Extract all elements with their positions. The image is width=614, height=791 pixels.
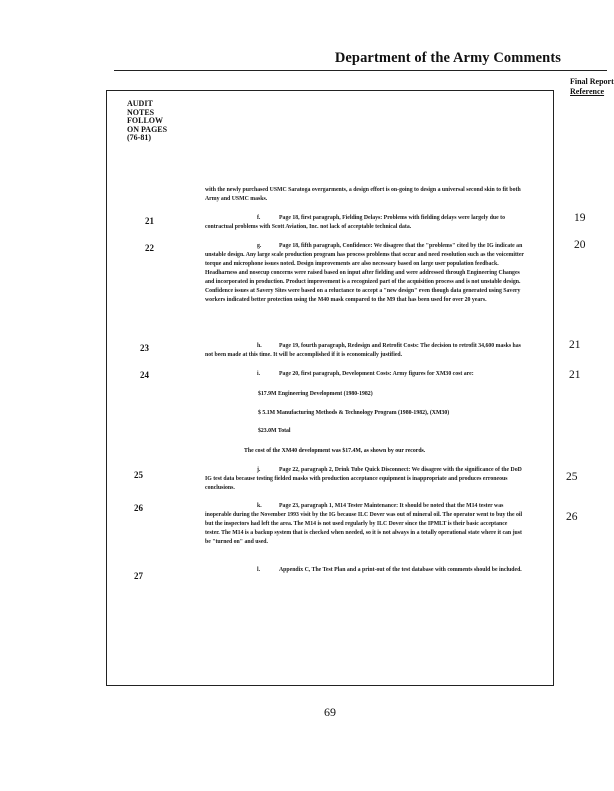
- item-text: Page 22, paragraph 2, Drink Tube Quick Disconnect: We disagree with the significance of the DoD IG test data because testing fielded masks with production acceptance equipment is inappropriate and produces erroneous conclusions.: [205, 467, 522, 491]
- item-label: i.: [257, 371, 261, 377]
- intro-paragraph: with the newly purchased USMC Saratoga overgarments, a design effort is on-going to design a universal second skin to fit both Army and USMC masks.: [205, 187, 521, 202]
- final-report-ref-number: 26: [566, 511, 578, 523]
- item-label: f.: [257, 215, 261, 221]
- comment-item-i: [205, 370, 525, 379]
- item-label: j.: [257, 467, 261, 473]
- audit-note-number: 26: [134, 503, 143, 513]
- page-header-title: Department of the Army Comments: [334, 50, 561, 66]
- page-number: 69: [324, 705, 336, 719]
- item-label: g.: [257, 243, 262, 249]
- final-report-reference-header: [570, 77, 614, 97]
- audit-note-line: AUDIT: [127, 99, 153, 108]
- cost-line-manufacturing: $ 5.1M Manufacturing Methods & Technology Program (1980-1982), (XM30): [258, 410, 450, 416]
- cost-note: The cost of the XM40 development was $17.4M, as shown by our records.: [244, 448, 426, 454]
- comment-item-f: [205, 214, 525, 232]
- final-report-ref-number: 20: [574, 239, 586, 251]
- final-report-ref-number: 21: [569, 339, 581, 351]
- item-label: l.: [257, 567, 261, 573]
- audit-notes-label: [127, 100, 167, 143]
- item-text: Page 19, fourth paragraph, Redesign and Retrofit Costs: The decision to retrofit 34,600 masks has not been made at this time. It will be accomplished if it is economically justified.: [205, 343, 521, 358]
- comment-item-k: [205, 502, 523, 547]
- final-report-ref-number: 21: [569, 369, 581, 381]
- item-text: Page 23, paragraph 1, M14 Tester Maintenance: It should be noted that the M14 tester was inoperable during the November 1993 visit by the IG because ILC Dover was out of mineral oil. The operator went to buy the oil but the inspectors had left the area. The M14 is not used regularly by ILC Dover since the IPMLT is their basic acceptance tester. The M14 is a backup system that is checked when needed, so it is not always in a totally operational state where it can just be "turned on" and used.: [205, 503, 523, 545]
- audit-note-number: 22: [145, 243, 154, 253]
- comment-item-j: [205, 466, 525, 493]
- final-report-label: Final Report: [570, 77, 614, 86]
- final-report-ref-number: 25: [566, 471, 578, 483]
- audit-note-number: 23: [140, 343, 149, 353]
- audit-note-number: 25: [134, 470, 143, 480]
- cost-line-engineering: $17.9M Engineering Development (1980-1982): [258, 391, 373, 397]
- item-text: Appendix C, The Test Plan and a print-out of the test database with comments should be included.: [279, 567, 522, 573]
- reference-label: Reference: [570, 87, 605, 96]
- item-text: Page 18, first paragraph, Fielding Delays: Problems with fielding delays were largely due to contractual problems with Scott Aviation, Inc. not lack of acceptable technical data.: [205, 215, 506, 230]
- comment-item-l: [205, 566, 525, 575]
- item-text: Page 18, fifth paragraph, Confidence: We disagree that the "problems" cited by the IG indicate an unstable design. Any large scale production program has process problems that occur and need resolution such as the voicemitter torque and microphone issues noted. Design improvements are also necessary based on large user population feedback. Headharness and nosecup concerns were raised based on input after fielding and were addressed through Engineering Changes and incorporated in production. Product improvement is a recognized part of the acquisition process and is not unstable design. Confidence issues at Savery Sites were based on a reluctance to accept a "new design" even though data generated using Savery workers indicated better protection using the M40 mask compared to the M9 that has been used for over 20 years.: [205, 243, 524, 303]
- cost-line-total: $23.0M Total: [258, 428, 291, 434]
- item-text: Page 20, first paragraph, Development Costs: Army figures for XM30 cost are:: [279, 371, 474, 377]
- audit-note-line: FOLLOW: [127, 116, 164, 125]
- audit-note-line: (76-81): [127, 133, 151, 142]
- comment-item-h: [205, 342, 525, 360]
- comment-item-g: [205, 242, 525, 305]
- audit-note-number: 27: [134, 571, 143, 581]
- final-report-ref-number: 19: [574, 212, 586, 224]
- item-label: k.: [257, 503, 262, 509]
- audit-note-line: ON PAGES: [127, 124, 168, 134]
- item-label: h.: [257, 343, 262, 349]
- header-rule: [114, 70, 607, 71]
- comment-frame: [106, 90, 554, 686]
- audit-note-number: 21: [145, 216, 154, 226]
- audit-note-line: NOTES: [127, 107, 155, 117]
- audit-note-number: 24: [140, 370, 149, 380]
